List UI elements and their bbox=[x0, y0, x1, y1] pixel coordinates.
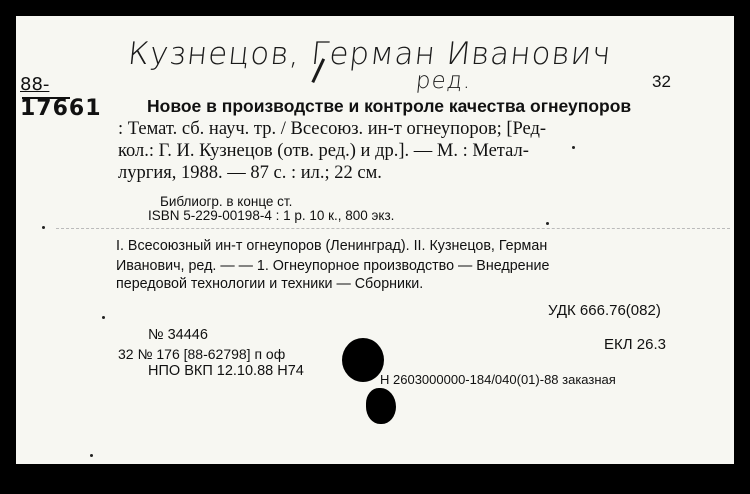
speck bbox=[546, 222, 549, 225]
tracing-line-1: I. Всесоюзный ин-т огнеупоров (Ленинград). II. Кузнецов, Герман bbox=[116, 238, 548, 254]
record-number: № 34446 bbox=[148, 327, 208, 343]
order-line: 32 № 176 [88-62798] п оф bbox=[118, 346, 286, 362]
description-line-3: кол.: Г. И. Кузнецов (отв. ред.) и др.]. — М. : Метал- bbox=[118, 141, 529, 161]
card-code: 32 bbox=[652, 72, 671, 91]
speck bbox=[90, 454, 93, 457]
speck bbox=[42, 226, 45, 229]
bibliography-note: Библиогр. в конце ст. bbox=[160, 194, 293, 209]
accession-number-block bbox=[20, 74, 102, 126]
catalog-card bbox=[16, 16, 734, 464]
udk-code: УДК 666.76(082) bbox=[548, 302, 661, 319]
handwritten-editor-note: ред. bbox=[414, 68, 474, 94]
ink-blot bbox=[342, 338, 384, 382]
accession-prefix: 88- bbox=[20, 74, 50, 95]
speck bbox=[102, 316, 105, 319]
tracing-line-3: передовой технологии и техники — Сборники. bbox=[116, 276, 424, 292]
npo-line: НПО ВКП 12.10.88 Н74 bbox=[148, 363, 304, 379]
speck bbox=[572, 146, 575, 149]
description-line-2: : Темат. сб. науч. тр. / Всесоюз. ин-т огнеупоров; [Ред- bbox=[118, 119, 547, 139]
handwritten-author-name: Кузнецов, Герман Иванович bbox=[126, 36, 614, 72]
tracing-line-2: Иванович, ред. — — 1. Огнеупорное производство — Внедрение bbox=[116, 258, 550, 274]
ink-blot-lower bbox=[366, 388, 396, 424]
separator-line bbox=[56, 228, 730, 229]
price-code-line: Н 2603000000-184/040(01)-88 заказная bbox=[380, 372, 616, 387]
accession-number: 17661 bbox=[20, 96, 102, 121]
book-title: Новое в производстве и контроле качества огнеупоров bbox=[147, 96, 632, 116]
isbn-line: ISBN 5-229-00198-4 : 1 р. 10 к., 800 экз. bbox=[148, 208, 395, 223]
description-line-4: лургия, 1988. — 87 с. : ил.; 22 см. bbox=[118, 163, 382, 183]
ekl-code: ЕКЛ 26.3 bbox=[604, 336, 666, 353]
